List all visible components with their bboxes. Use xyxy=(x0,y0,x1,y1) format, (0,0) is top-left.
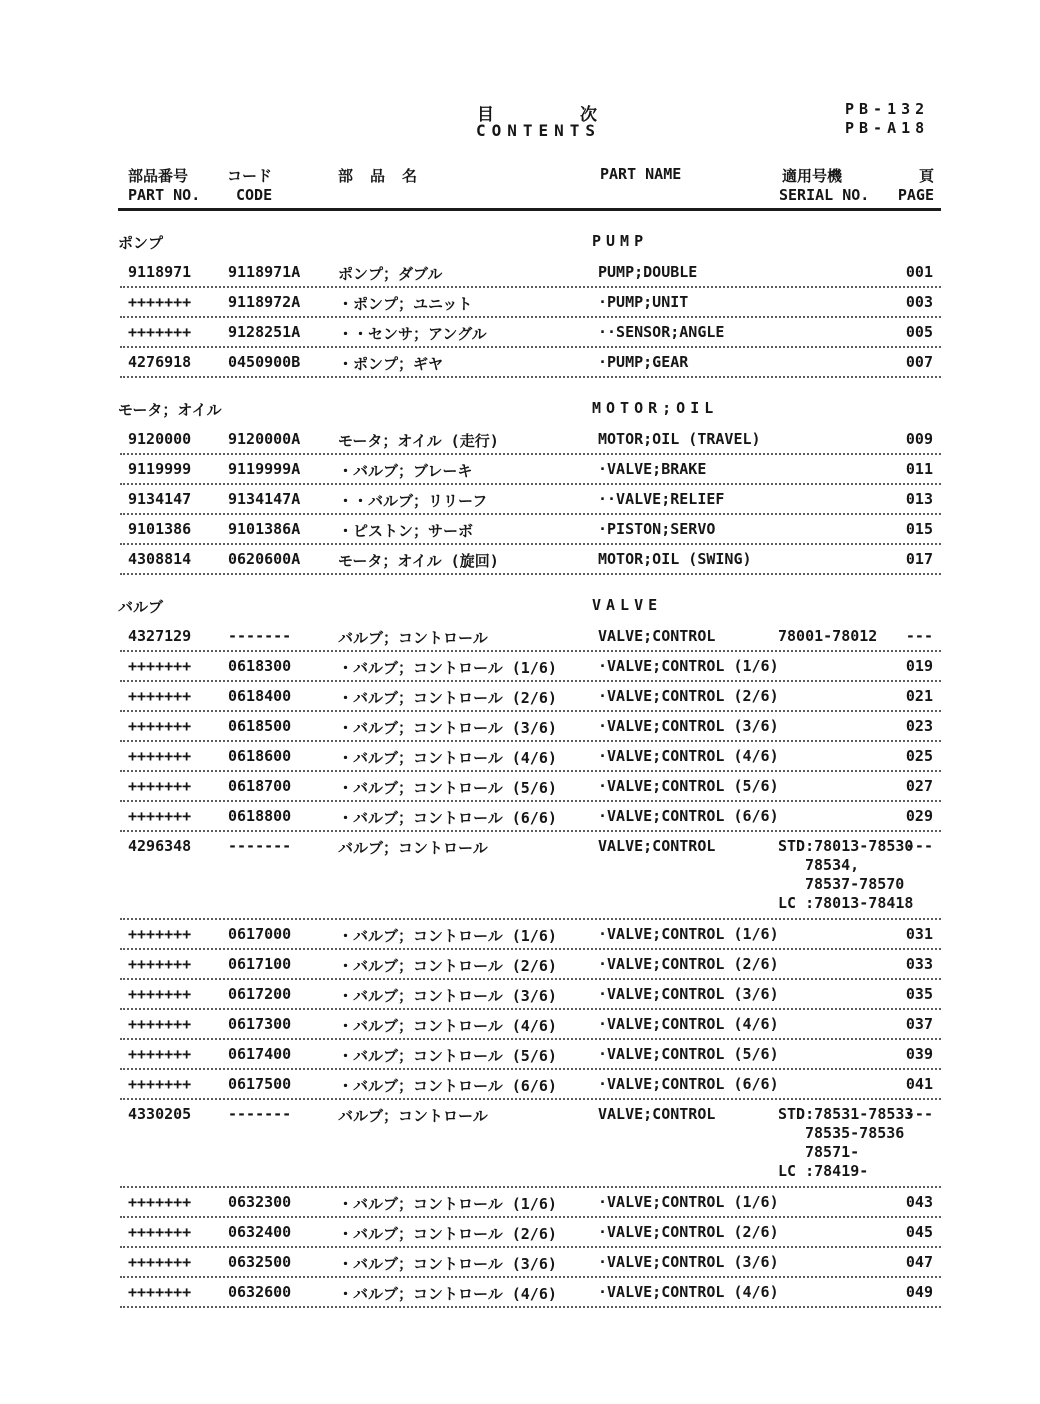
code-cell: 0620600A xyxy=(228,550,301,568)
part-no-cell: 9119999 xyxy=(128,460,192,478)
col-header-serial-jp: 適用号機 xyxy=(782,167,843,185)
code-cell: 9120000A xyxy=(228,430,301,448)
name-jp-cell: ポンプ；ダブル xyxy=(338,265,443,283)
table-row xyxy=(120,1218,941,1248)
name-jp-cell: ・バルブ；コントロール (1/6) xyxy=(338,1195,557,1213)
name-jp-cell: バルブ；コントロール xyxy=(338,629,488,647)
serial-line: 78001-78012 xyxy=(778,627,878,645)
name-en-cell: ·VALVE;CONTROL (1/6) xyxy=(598,657,779,675)
page-cell: 037 xyxy=(905,1015,933,1033)
table-row xyxy=(120,622,941,652)
name-jp-cell: ・バルブ；コントロール (5/6) xyxy=(338,1047,557,1065)
col-header-serial-en: SERIAL NO. xyxy=(779,186,870,204)
part-no-cell: 4330205 xyxy=(128,1105,192,1123)
code-cell: 0617400 xyxy=(228,1045,292,1063)
part-no-cell: +++++++ xyxy=(128,925,192,943)
name-en-cell: ·VALVE;CONTROL (1/6) xyxy=(598,1193,779,1211)
section-title xyxy=(0,399,1040,419)
name-jp-cell: バルブ；コントロール xyxy=(338,1107,488,1125)
part-no-cell: +++++++ xyxy=(128,1223,192,1241)
code-cell: 0617000 xyxy=(228,925,292,943)
table-row xyxy=(120,258,941,288)
section-title-jp: モータ；オイル xyxy=(118,401,222,419)
table-row xyxy=(120,425,941,455)
code-cell: 0618700 xyxy=(228,777,292,795)
name-en-cell: ·VALVE;CONTROL (6/6) xyxy=(598,807,779,825)
page-cell: 035 xyxy=(905,985,933,1003)
name-jp-cell: ・バルブ；コントロール (2/6) xyxy=(338,689,557,707)
serial-cell xyxy=(778,837,913,913)
section-title-jp: バルブ xyxy=(118,598,164,616)
document-number-2: PB-A18 xyxy=(845,119,930,137)
page-cell: 045 xyxy=(905,1223,933,1241)
table-row xyxy=(120,1278,941,1308)
serial-line: LC :78419- xyxy=(778,1162,869,1180)
name-jp-cell: ・バルブ；コントロール (4/6) xyxy=(338,749,557,767)
part-no-cell: 4327129 xyxy=(128,627,192,645)
code-cell: 0617500 xyxy=(228,1075,292,1093)
name-en-cell: ·VALVE;CONTROL (5/6) xyxy=(598,777,779,795)
code-cell: ------- xyxy=(228,1105,292,1123)
table-section xyxy=(0,399,1040,575)
name-en-cell: PUMP;DOUBLE xyxy=(598,263,698,281)
name-en-cell: ·VALVE;CONTROL (2/6) xyxy=(598,687,779,705)
table-row xyxy=(120,1010,941,1040)
name-jp-cell: ・バルブ；コントロール (5/6) xyxy=(338,779,557,797)
part-no-cell: +++++++ xyxy=(128,657,192,675)
code-cell: 9118971A xyxy=(228,263,301,281)
part-no-cell: +++++++ xyxy=(128,807,192,825)
table-row xyxy=(120,980,941,1010)
part-no-cell: +++++++ xyxy=(128,323,192,341)
name-en-cell: ··VALVE;RELIEF xyxy=(598,490,725,508)
table-row xyxy=(120,1040,941,1070)
serial-line: STD:78013-78530 xyxy=(778,837,914,855)
serial-line: 78537-78570 xyxy=(805,875,905,893)
page-cell: 009 xyxy=(905,430,933,448)
name-en-cell: ·PISTON;SERVO xyxy=(598,520,716,538)
page-cell: 017 xyxy=(905,550,933,568)
table-row xyxy=(120,348,941,378)
part-no-cell: 4308814 xyxy=(128,550,192,568)
part-no-cell: +++++++ xyxy=(128,1075,192,1093)
name-jp-cell: ・バルブ；コントロール (4/6) xyxy=(338,1285,557,1303)
name-en-cell: ·PUMP;UNIT xyxy=(598,293,689,311)
table-row xyxy=(120,772,941,802)
table-row xyxy=(120,1100,941,1188)
name-jp-cell: ・バルブ；コントロール (3/6) xyxy=(338,987,557,1005)
section-rows xyxy=(0,258,1040,378)
name-en-cell: ·VALVE;CONTROL (2/6) xyxy=(598,955,779,973)
name-jp-cell: ・バルブ；コントロール (1/6) xyxy=(338,659,557,677)
serial-line: LC :78013-78418 xyxy=(778,894,914,912)
table-section xyxy=(0,232,1040,378)
name-jp-cell: ・バルブ；コントロール (3/6) xyxy=(338,719,557,737)
part-no-cell: +++++++ xyxy=(128,687,192,705)
code-cell: 9119999A xyxy=(228,460,301,478)
name-en-cell: VALVE;CONTROL xyxy=(598,627,716,645)
page-title-en: CONTENTS xyxy=(476,121,602,140)
document-numbers xyxy=(845,100,929,138)
part-no-cell: 4296348 xyxy=(128,837,192,855)
page-cell: 029 xyxy=(905,807,933,825)
page-cell: 013 xyxy=(905,490,933,508)
section-title-en: PUMP xyxy=(592,232,649,250)
name-jp-cell: ・ポンプ；ギヤ xyxy=(338,355,444,373)
name-en-cell: ·VALVE;CONTROL (5/6) xyxy=(598,1045,779,1063)
code-cell: 0618800 xyxy=(228,807,292,825)
code-cell: 0617300 xyxy=(228,1015,292,1033)
table-row xyxy=(120,455,941,485)
part-no-cell: 9118971 xyxy=(128,263,192,281)
part-no-cell: +++++++ xyxy=(128,1015,192,1033)
code-cell: 0632600 xyxy=(228,1283,292,1301)
name-jp-cell: ・バルブ；コントロール (1/6) xyxy=(338,927,557,945)
name-jp-cell: ・バルブ；コントロール (4/6) xyxy=(338,1017,557,1035)
name-en-cell: ·VALVE;CONTROL (4/6) xyxy=(598,1015,779,1033)
col-header-page-en: PAGE xyxy=(897,186,934,204)
serial-cell xyxy=(778,627,877,646)
page-cell: 015 xyxy=(905,520,933,538)
col-header-name-jp: 部 品 名 xyxy=(338,167,422,185)
page-cell: 005 xyxy=(905,323,933,341)
table-row xyxy=(120,545,941,575)
name-jp-cell: モータ；オイル (走行) xyxy=(338,432,499,450)
col-header-part-no-en: PART NO. xyxy=(128,186,201,204)
part-no-cell: +++++++ xyxy=(128,777,192,795)
page-cell: 023 xyxy=(905,717,933,735)
name-en-cell: ·VALVE;CONTROL (3/6) xyxy=(598,985,779,1003)
page-cell: 007 xyxy=(905,353,933,371)
code-cell: ------- xyxy=(228,837,292,855)
name-en-cell: VALVE;CONTROL xyxy=(598,837,716,855)
table-row xyxy=(120,485,941,515)
name-jp-cell: モータ；オイル (旋回) xyxy=(338,552,499,570)
table-row xyxy=(120,1070,941,1100)
code-cell: 0632400 xyxy=(228,1223,292,1241)
serial-line: 78571- xyxy=(805,1143,860,1161)
code-cell: 0618600 xyxy=(228,747,292,765)
table-row xyxy=(120,682,941,712)
name-en-cell: MOTOR;OIL (SWING) xyxy=(598,550,752,568)
table-row xyxy=(120,802,941,832)
serial-cell xyxy=(778,1105,913,1181)
page-cell: 031 xyxy=(905,925,933,943)
table-row xyxy=(120,712,941,742)
table-row xyxy=(120,652,941,682)
name-en-cell: ·PUMP;GEAR xyxy=(598,353,689,371)
table-row xyxy=(120,1188,941,1218)
code-cell: 9118972A xyxy=(228,293,301,311)
page-cell: 047 xyxy=(905,1253,933,1271)
table-row xyxy=(120,950,941,980)
name-jp-cell: ・ピストン；サーボ xyxy=(338,522,474,540)
section-rows xyxy=(0,622,1040,1308)
page-cell: 041 xyxy=(905,1075,933,1093)
name-en-cell: ·VALVE;CONTROL (4/6) xyxy=(598,747,779,765)
code-cell: 0632500 xyxy=(228,1253,292,1271)
name-en-cell: ·VALVE;CONTROL (4/6) xyxy=(598,1283,779,1301)
section-rows xyxy=(0,425,1040,575)
page-cell: --- xyxy=(905,627,933,645)
table-section xyxy=(0,596,1040,1308)
part-no-cell: +++++++ xyxy=(128,1193,192,1211)
part-no-cell: 9101386 xyxy=(128,520,192,538)
page-cell: 025 xyxy=(905,747,933,765)
code-cell: 0618400 xyxy=(228,687,292,705)
part-no-cell: +++++++ xyxy=(128,717,192,735)
name-jp-cell: バルブ；コントロール xyxy=(338,839,488,857)
page-cell: 049 xyxy=(905,1283,933,1301)
page-cell: 027 xyxy=(905,777,933,795)
document-number-1: PB-132 xyxy=(845,100,930,118)
code-cell: 0618500 xyxy=(228,717,292,735)
name-jp-cell: ・バルブ；ブレーキ xyxy=(338,462,473,480)
page-cell: 019 xyxy=(905,657,933,675)
page-cell: 021 xyxy=(905,687,933,705)
section-title xyxy=(0,232,1040,252)
table-row xyxy=(120,1248,941,1278)
name-jp-cell: ・バルブ；コントロール (6/6) xyxy=(338,809,557,827)
serial-line: 78535-78536 xyxy=(805,1124,905,1142)
name-jp-cell: ・バルブ；コントロール (2/6) xyxy=(338,1225,557,1243)
page-title-jp: 目次 xyxy=(477,105,683,125)
code-cell: 0617100 xyxy=(228,955,292,973)
name-en-cell: ·VALVE;BRAKE xyxy=(598,460,707,478)
col-header-part-no-jp: 部品番号 xyxy=(128,167,189,185)
name-jp-cell: ・・バルブ；リリーフ xyxy=(338,492,488,510)
section-title xyxy=(0,596,1040,616)
page-cell: 033 xyxy=(905,955,933,973)
code-cell: 0617200 xyxy=(228,985,292,1003)
name-en-cell: ·VALVE;CONTROL (3/6) xyxy=(598,1253,779,1271)
part-no-cell: +++++++ xyxy=(128,1253,192,1271)
col-header-page-jp: 頁 xyxy=(918,167,934,185)
table-row xyxy=(120,318,941,348)
col-header-code-en: CODE xyxy=(236,186,273,204)
page-cell: 039 xyxy=(905,1045,933,1063)
code-cell: 0618300 xyxy=(228,657,292,675)
serial-line: 78534, xyxy=(805,856,860,874)
section-title-en: MOTOR;OIL xyxy=(592,399,719,417)
page-cell: 043 xyxy=(905,1193,933,1211)
part-no-cell: +++++++ xyxy=(128,1045,192,1063)
name-jp-cell: ・・センサ；アングル xyxy=(338,325,487,343)
code-cell: 9134147A xyxy=(228,490,301,508)
part-no-cell: +++++++ xyxy=(128,747,192,765)
name-en-cell: MOTOR;OIL (TRAVEL) xyxy=(598,430,761,448)
name-en-cell: ·VALVE;CONTROL (3/6) xyxy=(598,717,779,735)
name-en-cell: VALVE;CONTROL xyxy=(598,1105,716,1123)
name-jp-cell: ・ポンプ；ユニット xyxy=(338,295,473,313)
name-jp-cell: ・バルブ；コントロール (6/6) xyxy=(338,1077,557,1095)
table-row xyxy=(120,742,941,772)
table-row xyxy=(120,515,941,545)
part-no-cell: +++++++ xyxy=(128,1283,192,1301)
code-cell: 9128251A xyxy=(228,323,301,341)
code-cell: 0632300 xyxy=(228,1193,292,1211)
part-no-cell: 4276918 xyxy=(128,353,192,371)
contents-table xyxy=(0,211,1040,1308)
table-row xyxy=(120,920,941,950)
section-title-en: VALVE xyxy=(592,596,663,614)
name-jp-cell: ・バルブ；コントロール (3/6) xyxy=(338,1255,557,1273)
table-column-headers xyxy=(0,165,1040,209)
page-cell: 001 xyxy=(905,263,933,281)
name-jp-cell: ・バルブ；コントロール (2/6) xyxy=(338,957,557,975)
code-cell: 9101386A xyxy=(228,520,301,538)
page-cell: 011 xyxy=(905,460,933,478)
part-no-cell: 9120000 xyxy=(128,430,192,448)
name-en-cell: ·VALVE;CONTROL (6/6) xyxy=(598,1075,779,1093)
part-no-cell: +++++++ xyxy=(128,955,192,973)
table-row xyxy=(120,288,941,318)
col-header-code-jp: コード xyxy=(227,167,273,185)
part-no-cell: +++++++ xyxy=(128,985,192,1003)
name-en-cell: ·VALVE;CONTROL (1/6) xyxy=(598,925,779,943)
col-header-part-name-en: PART NAME xyxy=(600,165,682,183)
name-en-cell: ··SENSOR;ANGLE xyxy=(598,323,725,341)
page-cell: --- xyxy=(905,1105,933,1123)
page-cell: 003 xyxy=(905,293,933,311)
page-cell: --- xyxy=(905,837,933,855)
part-no-cell: 9134147 xyxy=(128,490,192,508)
section-title-jp: ポンプ xyxy=(118,234,164,252)
serial-line: STD:78531-78533 xyxy=(778,1105,914,1123)
part-no-cell: +++++++ xyxy=(128,293,192,311)
code-cell: ------- xyxy=(228,627,292,645)
table-row xyxy=(120,832,941,920)
code-cell: 0450900B xyxy=(228,353,301,371)
name-en-cell: ·VALVE;CONTROL (2/6) xyxy=(598,1223,779,1241)
